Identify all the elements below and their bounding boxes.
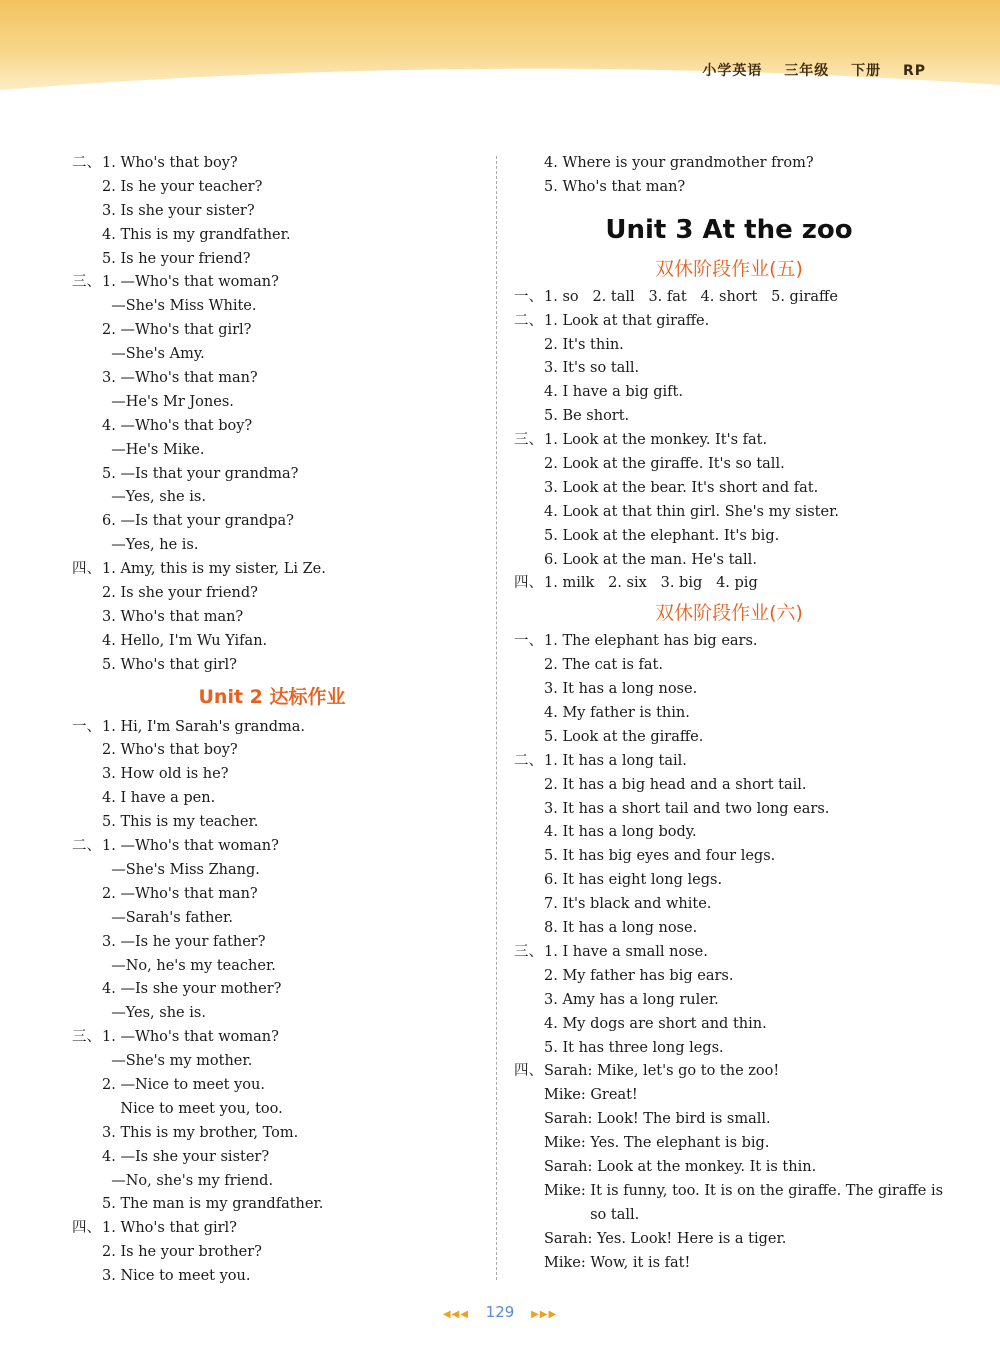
section-number: 二、 <box>514 752 543 769</box>
answer-line <box>514 821 944 845</box>
answer-text: 3. How old is he? <box>102 766 229 783</box>
answer-line <box>514 549 944 573</box>
answer-line <box>514 1060 944 1084</box>
answer-text: —No, she's my friend. <box>102 1172 274 1189</box>
answer-text: 5. —Is that your grandma? <box>102 465 299 482</box>
answer-line <box>72 606 472 630</box>
unit3-title: Unit 3 At the zoo <box>605 214 853 245</box>
answer-line <box>514 1013 944 1037</box>
answer-line <box>514 477 944 501</box>
answer-text: 6. Look at the man. He's tall. <box>544 551 757 568</box>
right-column <box>514 152 944 1275</box>
answer-line <box>72 486 472 510</box>
answer-text: 5. Who's that man? <box>544 178 686 195</box>
answer-text: 4. —Is she your sister? <box>102 1148 270 1165</box>
answer-line <box>72 763 472 787</box>
answer-line <box>72 534 472 558</box>
answer-line <box>514 357 944 381</box>
answer-line <box>514 453 944 477</box>
column-divider <box>496 156 497 1280</box>
left-column <box>72 152 472 1289</box>
answer-text: 1. milk 2. six 3. big 4. pig <box>544 575 758 592</box>
answer-text: 2. —Nice to meet you. <box>102 1076 265 1093</box>
answer-text: 4. My dogs are short and thin. <box>544 1015 767 1032</box>
answer-text: 5. The man is my grandfather. <box>102 1196 324 1213</box>
unit1-answers <box>72 152 472 678</box>
answer-text: so tall. <box>544 1206 640 1223</box>
section-number: 四、 <box>514 575 543 592</box>
section-number: 三、 <box>514 432 543 449</box>
section-number: 一、 <box>72 718 101 735</box>
answer-text: 3. —Who's that man? <box>102 370 258 387</box>
answer-line <box>72 1265 472 1289</box>
section-number: 四、 <box>72 1220 101 1237</box>
answer-line <box>72 835 472 859</box>
answer-line <box>514 286 944 310</box>
answer-line <box>514 845 944 869</box>
answer-text: 2. Is he your teacher? <box>102 178 263 195</box>
answer-text: Mike: Great! <box>544 1087 638 1104</box>
answer-text: 8. It has a long nose. <box>544 920 698 937</box>
header-banner <box>0 0 1000 100</box>
answer-text: 4. Look at that thin girl. She's my sister. <box>544 503 840 520</box>
answer-line <box>72 558 472 582</box>
weekend-homework-5-title: 双休阶段作业(五) <box>655 257 803 280</box>
section-number: 三、 <box>72 274 101 291</box>
weekend-homework-6-answers <box>514 630 944 1275</box>
section-number: 二、 <box>72 838 101 855</box>
answer-line <box>72 152 472 176</box>
answer-line <box>72 391 472 415</box>
answer-text: Mike: It is funny, too. It is on the giraffe. The giraffe is <box>544 1182 944 1199</box>
answer-text: Sarah: Look at the monkey. It is thin. <box>544 1158 817 1175</box>
answer-line <box>72 1050 472 1074</box>
answer-text: 1. Look at that giraffe. <box>544 312 710 329</box>
answer-text: 4. Where is your grandmother from? <box>544 155 814 171</box>
answer-line <box>72 787 472 811</box>
answer-text: 1. The elephant has big ears. <box>544 633 758 650</box>
answer-text: 1. —Who's that woman? <box>102 838 279 855</box>
answer-line <box>72 367 472 391</box>
answer-text: 1. Hi, I'm Sarah's grandma. <box>102 718 306 735</box>
answer-line <box>514 310 944 334</box>
answer-line <box>72 271 472 295</box>
answer-line <box>514 381 944 405</box>
answer-text: 2. —Who's that man? <box>102 885 258 902</box>
answer-text: 4. —Is she your mother? <box>102 981 282 998</box>
answer-line <box>514 798 944 822</box>
answer-text: 3. It has a short tail and two long ears. <box>544 800 830 817</box>
answer-line <box>514 726 944 750</box>
answer-text: 5. Who's that girl? <box>102 656 237 673</box>
answer-line <box>514 917 944 941</box>
section-number: 四、 <box>514 1063 543 1080</box>
answer-line <box>72 1170 472 1194</box>
answer-line <box>514 525 944 549</box>
answer-line <box>514 654 944 678</box>
answer-line <box>72 439 472 463</box>
answer-text: 4. My father is thin. <box>544 705 690 722</box>
answer-text: 6. —Is that your grandpa? <box>102 513 294 530</box>
answer-line <box>72 1146 472 1170</box>
answer-text: 2. Is she your friend? <box>102 585 258 602</box>
answer-text: 1. Who's that boy? <box>102 155 238 171</box>
unit2-answers-continued <box>514 152 944 200</box>
answer-text: 3. It has a long nose. <box>544 681 698 698</box>
answer-text: 1. Amy, this is my sister, Li Ze. <box>102 561 326 578</box>
answer-text: 5. Look at the giraffe. <box>544 728 704 745</box>
answer-line <box>514 1084 944 1108</box>
answer-text: 2. It's thin. <box>544 336 624 353</box>
answer-text: 2. —Who's that girl? <box>102 322 252 339</box>
answer-text: Sarah: Mike, let's go to the zoo! <box>544 1063 780 1080</box>
answer-line <box>514 176 944 200</box>
answer-line <box>514 1108 944 1132</box>
answer-text: —Yes, she is. <box>102 489 206 506</box>
next-arrows-icon: ▶▶▶ <box>531 1309 558 1320</box>
answer-text: 1. Who's that girl? <box>102 1220 237 1237</box>
answer-text: —She's Amy. <box>102 346 205 363</box>
answer-line <box>514 869 944 893</box>
edition-label: RP <box>902 63 926 79</box>
answer-line <box>514 774 944 798</box>
answer-text: 5. Be short. <box>544 408 630 425</box>
answer-line <box>72 248 472 272</box>
answer-line <box>514 630 944 654</box>
answer-line <box>514 965 944 989</box>
answer-text: —No, he's my teacher. <box>102 957 276 974</box>
answer-text: Sarah: Look! The bird is small. <box>544 1111 771 1128</box>
answer-line <box>514 1228 944 1252</box>
answer-line <box>72 224 472 248</box>
answer-text: 4. It has a long body. <box>544 824 697 841</box>
answer-line <box>514 1156 944 1180</box>
answer-line <box>72 654 472 678</box>
answer-text: 3. It's so tall. <box>544 360 640 377</box>
answer-text: 1. It has a long tail. <box>544 752 687 769</box>
answer-line <box>72 510 472 534</box>
section-number: 四、 <box>72 561 101 578</box>
answer-text: 2. Is he your brother? <box>102 1244 262 1261</box>
answer-text: 7. It's black and white. <box>544 896 712 913</box>
answer-line <box>72 1002 472 1026</box>
book-info <box>686 60 926 80</box>
answer-line <box>514 678 944 702</box>
answer-line <box>72 955 472 979</box>
answer-line <box>72 931 472 955</box>
answer-line <box>72 343 472 367</box>
answer-line <box>514 1252 944 1276</box>
answer-text: 4. Hello, I'm Wu Yifan. <box>102 632 268 649</box>
section-number: 二、 <box>514 312 543 329</box>
answer-line <box>514 1132 944 1156</box>
answer-line <box>72 1217 472 1241</box>
answer-text: 5. It has big eyes and four legs. <box>544 848 776 865</box>
answer-text: —He's Mr Jones. <box>102 393 234 410</box>
answer-text: Mike: Yes. The elephant is big. <box>544 1135 770 1152</box>
answer-line <box>72 978 472 1002</box>
answer-text: 2. Who's that boy? <box>102 742 238 759</box>
answer-text: —Yes, he is. <box>102 537 199 554</box>
answer-text: 2. It has a big head and a short tail. <box>544 776 807 793</box>
section-number: 一、 <box>514 288 543 305</box>
answer-line <box>514 501 944 525</box>
answer-text: Nice to meet you, too. <box>102 1100 283 1117</box>
answer-text: 3. Amy has a long ruler. <box>544 991 719 1008</box>
answer-text: 3. Look at the bear. It's short and fat. <box>544 479 819 496</box>
answer-text: 1. —Who's that woman? <box>102 1029 279 1046</box>
answer-text: 3. Who's that man? <box>102 608 244 625</box>
answer-text: 4. —Who's that boy? <box>102 417 253 434</box>
answer-line <box>72 630 472 654</box>
page-footer <box>0 1303 1000 1321</box>
answer-text: —She's my mother. <box>102 1053 253 1070</box>
weekend-homework-5-answers <box>514 286 944 597</box>
section-number: 二、 <box>72 155 101 171</box>
answer-text: 1. I have a small nose. <box>544 943 708 960</box>
answer-line <box>72 200 472 224</box>
answer-text: 1. so 2. tall 3. fat 4. short 5. giraffe <box>544 288 838 305</box>
answer-line <box>514 941 944 965</box>
answer-line <box>514 1204 944 1228</box>
answer-line <box>514 1180 944 1204</box>
section-number: 三、 <box>514 943 543 960</box>
answer-line <box>72 1026 472 1050</box>
answer-line <box>72 1241 472 1265</box>
answer-text: 5. Is he your friend? <box>102 250 251 267</box>
answer-line <box>514 405 944 429</box>
answer-text: 6. It has eight long legs. <box>544 872 723 889</box>
answer-line <box>72 883 472 907</box>
answer-line <box>514 702 944 726</box>
answer-text: 5. This is my teacher. <box>102 814 259 831</box>
answer-text: 2. Look at the giraffe. It's so tall. <box>544 456 785 473</box>
volume-label: 下册 <box>851 63 882 79</box>
answer-line <box>72 176 472 200</box>
answer-text: 4. I have a big gift. <box>544 384 683 401</box>
answer-text: 1. Look at the monkey. It's fat. <box>544 432 768 449</box>
grade-label: 三年级 <box>784 63 830 79</box>
answer-text: —She's Miss Zhang. <box>102 861 260 878</box>
answer-line <box>514 572 944 596</box>
answer-text: 2. My father has big ears. <box>544 967 734 984</box>
answer-line <box>514 893 944 917</box>
answer-text: 4. I have a pen. <box>102 790 216 807</box>
answer-line <box>514 429 944 453</box>
answer-line <box>514 750 944 774</box>
answer-text: —Yes, she is. <box>102 1005 206 1022</box>
page-number: 129 <box>485 1303 515 1321</box>
answer-line <box>72 1074 472 1098</box>
answer-text: 3. Is she your sister? <box>102 202 255 219</box>
answer-line <box>72 1122 472 1146</box>
answer-text: 2. The cat is fat. <box>544 657 663 674</box>
answer-line <box>72 415 472 439</box>
answer-text: 3. Nice to meet you. <box>102 1268 251 1285</box>
answer-text: 5. Look at the elephant. It's big. <box>544 527 780 544</box>
answer-line <box>514 1037 944 1061</box>
answer-line <box>514 989 944 1013</box>
section-number: 三、 <box>72 1029 101 1046</box>
answer-line <box>72 811 472 835</box>
answer-text: 1. —Who's that woman? <box>102 274 279 291</box>
answer-text: —She's Miss White. <box>102 298 257 315</box>
answer-text: —Sarah's father. <box>102 909 233 926</box>
prev-arrows-icon: ◀◀◀ <box>442 1309 469 1320</box>
subject-label: 小学英语 <box>702 63 763 79</box>
answer-line <box>72 295 472 319</box>
answer-line <box>72 739 472 763</box>
answer-text: Sarah: Yes. Look! Here is a tiger. <box>544 1230 787 1247</box>
answer-line <box>514 334 944 358</box>
answer-line <box>514 152 944 176</box>
answer-text: 3. This is my brother, Tom. <box>102 1124 299 1141</box>
unit2-title: Unit 2 达标作业 <box>198 685 346 708</box>
answer-line <box>72 907 472 931</box>
answer-line <box>72 582 472 606</box>
answer-line <box>72 319 472 343</box>
answer-text: —He's Mike. <box>102 441 205 458</box>
answer-text: Mike: Wow, it is fat! <box>544 1254 691 1271</box>
answer-line <box>72 716 472 740</box>
answer-text: 5. It has three long legs. <box>544 1039 724 1056</box>
weekend-homework-6-title: 双休阶段作业(六) <box>655 602 803 625</box>
answer-line <box>72 1098 472 1122</box>
answer-text: 4. This is my grandfather. <box>102 226 291 243</box>
answer-line <box>72 463 472 487</box>
answer-text: 3. —Is he your father? <box>102 933 266 950</box>
answer-line <box>72 1193 472 1217</box>
unit2-answers <box>72 716 472 1289</box>
answer-line <box>72 859 472 883</box>
section-number: 一、 <box>514 633 543 650</box>
